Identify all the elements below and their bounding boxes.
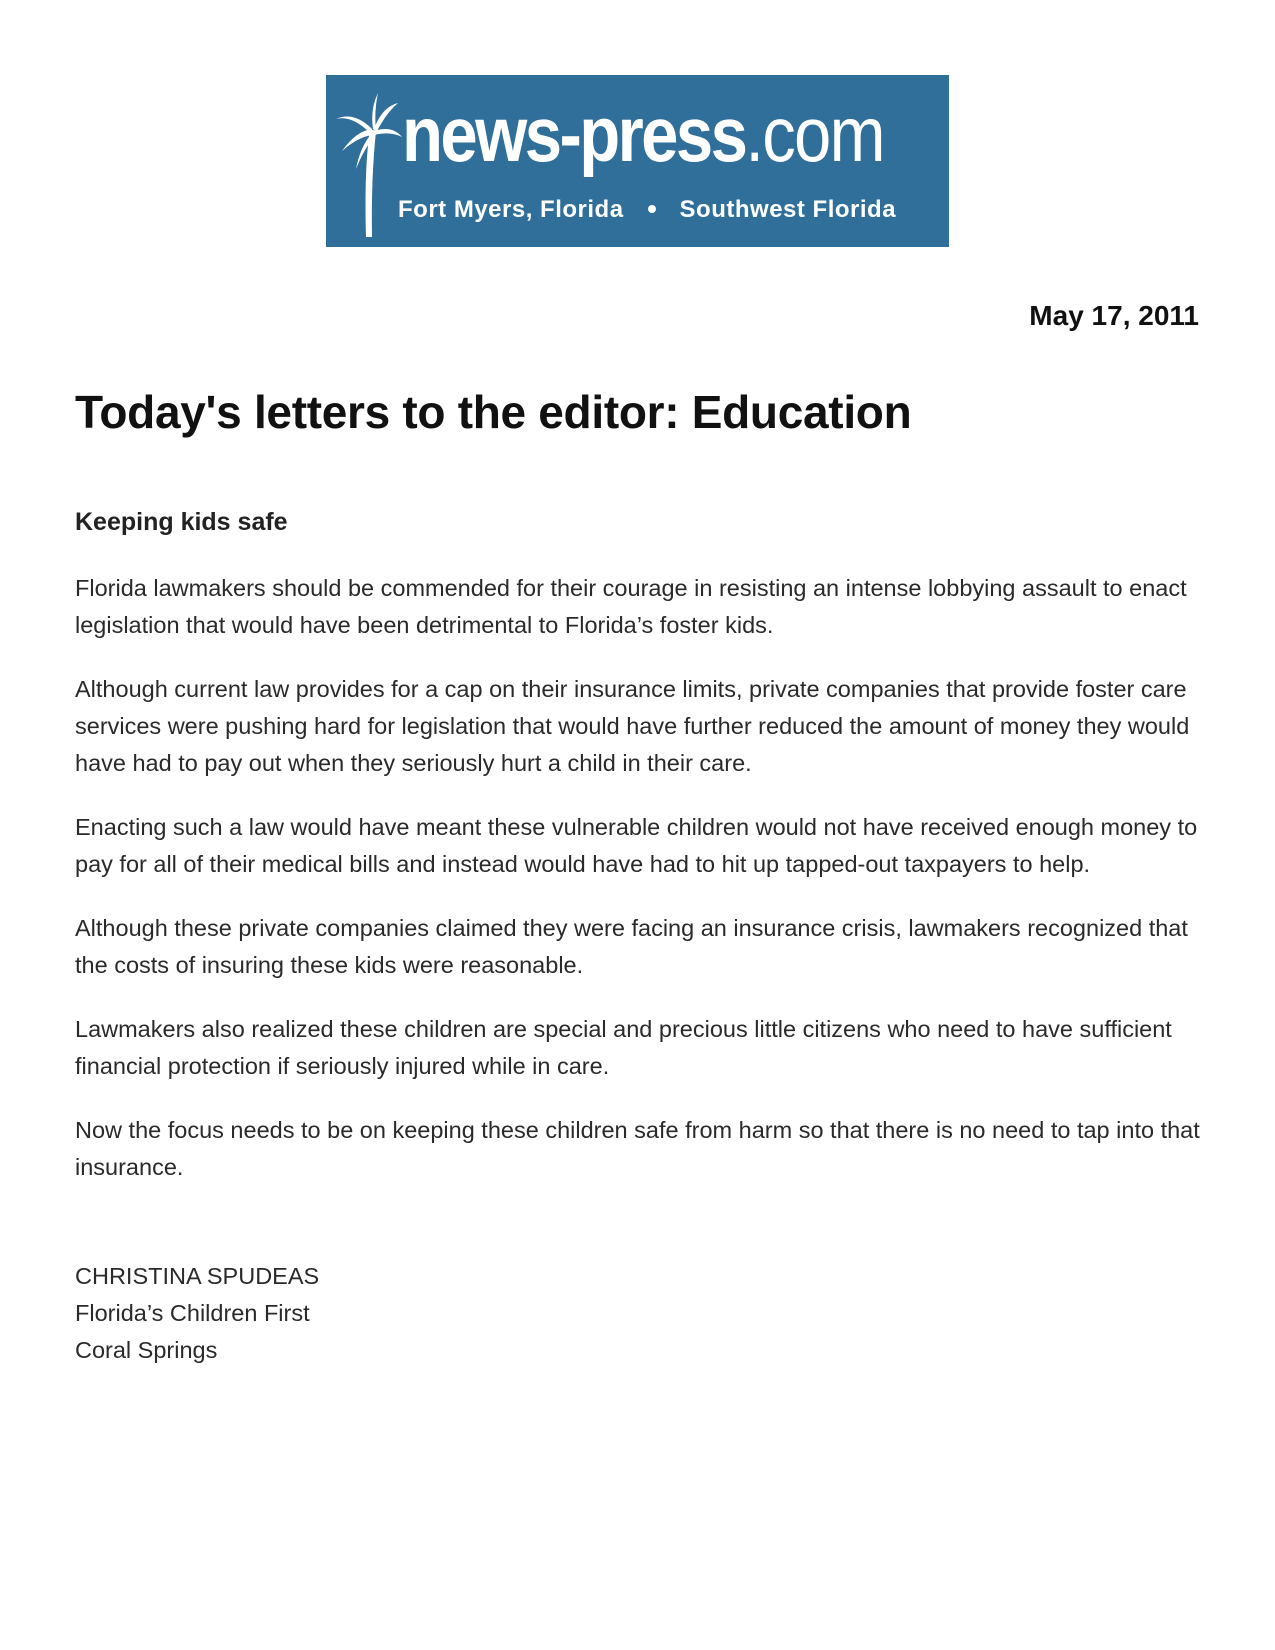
masthead-location-right: Southwest Florida (679, 196, 897, 223)
masthead-tagline (398, 196, 896, 224)
bullet-dot (648, 205, 656, 213)
page-title: Today's letters to the editor: Education (75, 386, 912, 438)
letter-paragraph: Although current law provides for a cap on their insurance limits, private companies that provide foster care services were pushing hard for legislation that would have further reduced the amount of money they would have had to pay out when they seriously hurt a child in their care. (75, 676, 1190, 776)
letter-paragraph: Enacting such a law would have meant these vulnerable children would not have received enough money to pay for all of their medical bills and instead would have had to hit up tapped-out taxpayers to help. (75, 814, 1198, 877)
palm-tree-icon (334, 89, 404, 239)
masthead-brand: news-press.com (402, 90, 884, 178)
letter-paragraph: Now the focus needs to be on keeping these children safe from harm so that there is no need to tap into that insurance. (75, 1117, 1200, 1180)
signature-organization: Florida’s Children First (75, 1300, 310, 1326)
letter-signature (75, 1258, 319, 1369)
letter-body (75, 570, 1205, 1213)
signature-name: CHRISTINA SPUDEAS (75, 1263, 320, 1289)
letter-paragraph: Although these private companies claimed they were facing an insurance crisis, lawmakers recognized that the costs of insuring these kids were reasonable. (75, 915, 1188, 978)
masthead-logo (326, 75, 949, 247)
masthead-location-left: Fort Myers, Florida (398, 196, 624, 223)
publication-date: May 17, 2011 (1029, 300, 1199, 331)
signature-city: Coral Springs (75, 1337, 218, 1363)
letter-paragraph: Florida lawmakers should be commended for their courage in resisting an intense lobbying assault to enact legislation that would have been detrimental to Florida’s foster kids. (75, 575, 1187, 638)
letter-title: Keeping kids safe (75, 508, 288, 536)
letter-paragraph: Lawmakers also realized these children are special and precious little citizens who need to have sufficient financial protection if seriously injured while in care. (75, 1016, 1172, 1079)
